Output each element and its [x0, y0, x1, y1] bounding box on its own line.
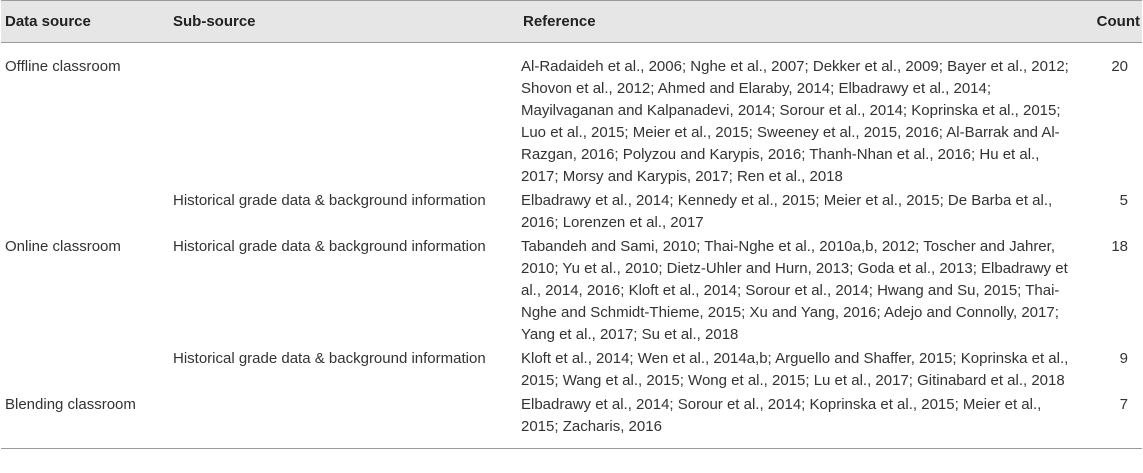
cell-data-source: [1, 346, 169, 392]
cell-reference: Elbadrawy et al., 2014; Kennedy et al., 2015; Meier et al., 2015; De Barba et al., 2016; Lorenzen et al., 2017: [521, 192, 1053, 231]
cell-count: 20: [1111, 58, 1128, 75]
cell-data-source: Offline classroom: [5, 58, 121, 75]
table-row: [1, 392, 1142, 449]
cell-data-source: [1, 188, 169, 234]
cell-reference: Elbadrawy et al., 2014; Sorour et al., 2014; Koprinska et al., 2015; Meier et al., 2015; Zacharis, 2016: [521, 396, 1042, 435]
cell-count: 5: [1119, 192, 1128, 209]
table-header-row: [1, 1, 1142, 43]
cell-count: 9: [1119, 350, 1128, 367]
cell-reference: Tabandeh and Sami, 2010; Thai-Nghe et al., 2010a,b, 2012; Toscher and Jahrer, 2010; Yu et al., 2010; Dietz-Uhler and Hurn, 2013; Goda et al., 2013; Elbadrawy et al., 2014, 2016; Kloft et al., 2014; Sorour et al., 2014; Hwang and Su, 2015; Thai-Nghe and Schmidt-Thieme, 2015; Xu and Yang, 2016; Adejo and Connolly, 2017; Yang et al., 2017; Su et al., 2018: [521, 238, 1068, 343]
cell-reference: Kloft et al., 2014; Wen et al., 2014a,b; Arguello and Shaffer, 2015; Koprinska et al., 2015; Wang et al., 2015; Wong et al., 2015; Lu et al., 2017; Gitinabard et al., 2018: [521, 350, 1069, 389]
table-row: [1, 43, 1142, 189]
header-count: Count: [1096, 12, 1140, 30]
cell-count: 7: [1119, 396, 1128, 413]
cell-sub-source: Historical grade data & background information: [173, 238, 486, 255]
cell-data-source: Blending classroom: [5, 396, 136, 413]
table-row: [1, 346, 1142, 392]
cell-count: 18: [1111, 238, 1128, 255]
data-sources-table: [1, 0, 1142, 449]
header-reference: Reference: [523, 12, 596, 30]
cell-sub-source: Historical grade data & background information: [173, 192, 486, 209]
cell-sub-source: [169, 392, 519, 449]
header-data-source: Data source: [5, 12, 91, 30]
table-row: [1, 188, 1142, 234]
cell-sub-source: [169, 43, 519, 189]
header-sub-source: Sub-source: [173, 12, 256, 30]
cell-sub-source: Historical grade data & background information: [173, 350, 486, 367]
cell-data-source: Online classroom: [5, 238, 121, 255]
cell-reference: Al-Radaideh et al., 2006; Nghe et al., 2007; Dekker et al., 2009; Bayer et al., 2012; Shovon et al., 2012; Ahmed and Elaraby, 2014; Elbadrawy et al., 2014; Mayilvaganan and Kalpanadevi, 2014; Sorour et al., 2014; Koprinska et al., 2015; Luo et al., 2015; Meier et al., 2015; Sweeney et al., 2015, 2016; Al-Barrak and Al-Razgan, 2016; Polyzou and Karypis, 2016; Thanh-Nhan et al., 2016; Hu et al., 2017; Morsy and Karypis, 2017; Ren et al., 2018: [521, 58, 1069, 185]
table-row: [1, 234, 1142, 346]
